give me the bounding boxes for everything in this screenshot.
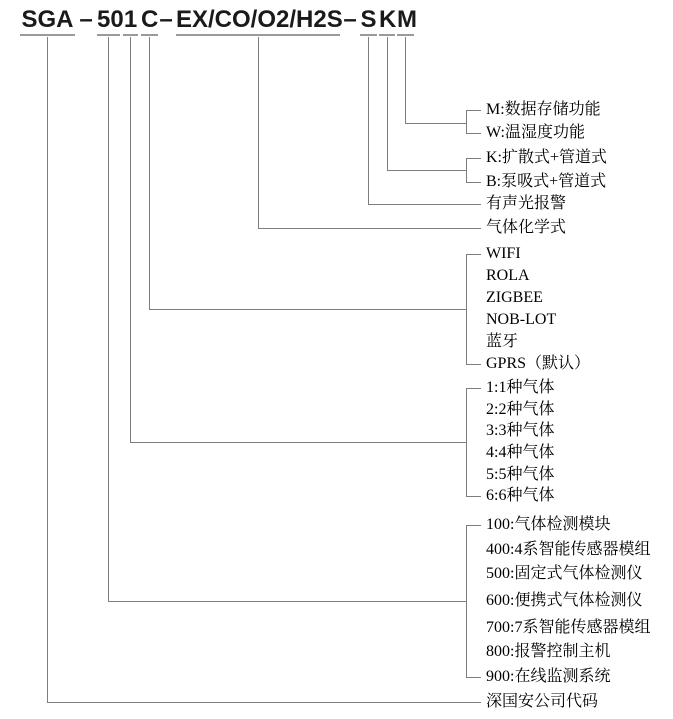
- label-series-100: 100:气体检测模块: [486, 516, 611, 533]
- line-company-horizontal: [47, 702, 481, 703]
- label-chemical: 气体化学式: [486, 219, 567, 236]
- line-feature-vertical: [405, 37, 406, 123]
- bracket-sampling-tick-bottom: [466, 182, 481, 183]
- line-comm-horizontal: [149, 309, 467, 310]
- title-dash-1: –: [79, 6, 93, 33]
- bracket-gas-counts: [466, 388, 467, 497]
- label-series-900: 900:在线监测系统: [486, 668, 611, 685]
- label-sampling-k: K:扩散式+管道式: [486, 149, 608, 166]
- label-alarm: 有声光报警: [486, 195, 567, 212]
- label-feature-w: W:温湿度功能: [486, 124, 585, 141]
- line-alarm-horizontal: [368, 204, 481, 205]
- line-gas-count-vertical: [130, 37, 131, 442]
- label-series-700: 700:7系智能传感器模组: [486, 619, 651, 636]
- label-series-800: 800:报警控制主机: [486, 643, 611, 660]
- bracket-series: [466, 525, 467, 678]
- title-dash-2: –: [159, 6, 173, 33]
- line-series-horizontal: [108, 601, 467, 602]
- line-gas-formula-horizontal: [258, 228, 481, 229]
- line-gas-formula-vertical: [258, 37, 259, 228]
- title-gas-count-digit: 1: [123, 6, 138, 36]
- bracket-features-tick-bottom: [466, 133, 481, 134]
- label-comm-wifi: WIFI: [486, 245, 521, 262]
- bracket-features-tick-top: [466, 110, 481, 111]
- title-feature-letter: M: [397, 6, 414, 36]
- bracket-series-tick-bottom: [466, 677, 481, 678]
- label-comm-zigbee: ZIGBEE: [486, 289, 543, 306]
- bracket-gas-counts-tick-bottom: [466, 496, 481, 497]
- label-gas-count-1: 1:1种气体: [486, 379, 555, 396]
- line-comm-vertical: [149, 37, 150, 309]
- line-gas-count-horizontal: [130, 442, 467, 443]
- title-gas-formula: EX/CO/O2/H2S: [176, 6, 340, 36]
- title-comm-letter: C: [141, 6, 158, 36]
- title-dash-3: –: [343, 6, 357, 33]
- bracket-sampling-tick-top: [466, 158, 481, 159]
- label-series-500: 500:固定式气体检测仪: [486, 565, 643, 582]
- bracket-comms-tick-bottom: [466, 364, 481, 365]
- label-gas-count-4: 4:4种气体: [486, 444, 555, 461]
- label-series-400: 400:4系智能传感器模组: [486, 541, 651, 558]
- bracket-gas-counts-tick-top: [466, 388, 481, 389]
- line-company-vertical: [47, 37, 48, 702]
- label-gas-count-6: 6:6种气体: [486, 487, 555, 504]
- label-company-code: 深国安公司代码: [486, 693, 599, 710]
- label-comm-bluetooth: 蓝牙: [486, 333, 519, 350]
- bracket-sampling: [466, 158, 467, 183]
- label-comm-rola: ROLA: [486, 267, 530, 284]
- label-sampling-b: B:泵吸式+管道式: [486, 173, 607, 190]
- title-sampling-letter: K: [379, 6, 395, 36]
- bracket-comms: [466, 254, 467, 365]
- label-comm-gprs: GPRS（默认）: [486, 355, 591, 372]
- line-sampling-horizontal: [387, 170, 467, 171]
- line-feature-horizontal: [405, 123, 467, 124]
- bracket-series-tick-top: [466, 525, 481, 526]
- line-series-vertical: [108, 37, 109, 601]
- line-sampling-vertical: [387, 37, 388, 170]
- label-series-600: 600:便携式气体检测仪: [486, 592, 643, 609]
- label-comm-noblot: NOB-LOT: [486, 311, 557, 328]
- title-alarm-letter: S: [360, 6, 377, 36]
- label-feature-m: M:数据存储功能: [486, 101, 601, 118]
- title-company-code: SGA: [20, 6, 75, 36]
- bracket-comms-tick-top: [466, 254, 481, 255]
- title-series-digits: 50: [97, 6, 120, 36]
- label-gas-count-5: 5:5种气体: [486, 466, 555, 483]
- line-alarm-vertical: [368, 37, 369, 204]
- label-gas-count-2: 2:2种气体: [486, 401, 555, 418]
- bracket-features: [466, 110, 467, 134]
- label-gas-count-3: 3:3种气体: [486, 422, 555, 439]
